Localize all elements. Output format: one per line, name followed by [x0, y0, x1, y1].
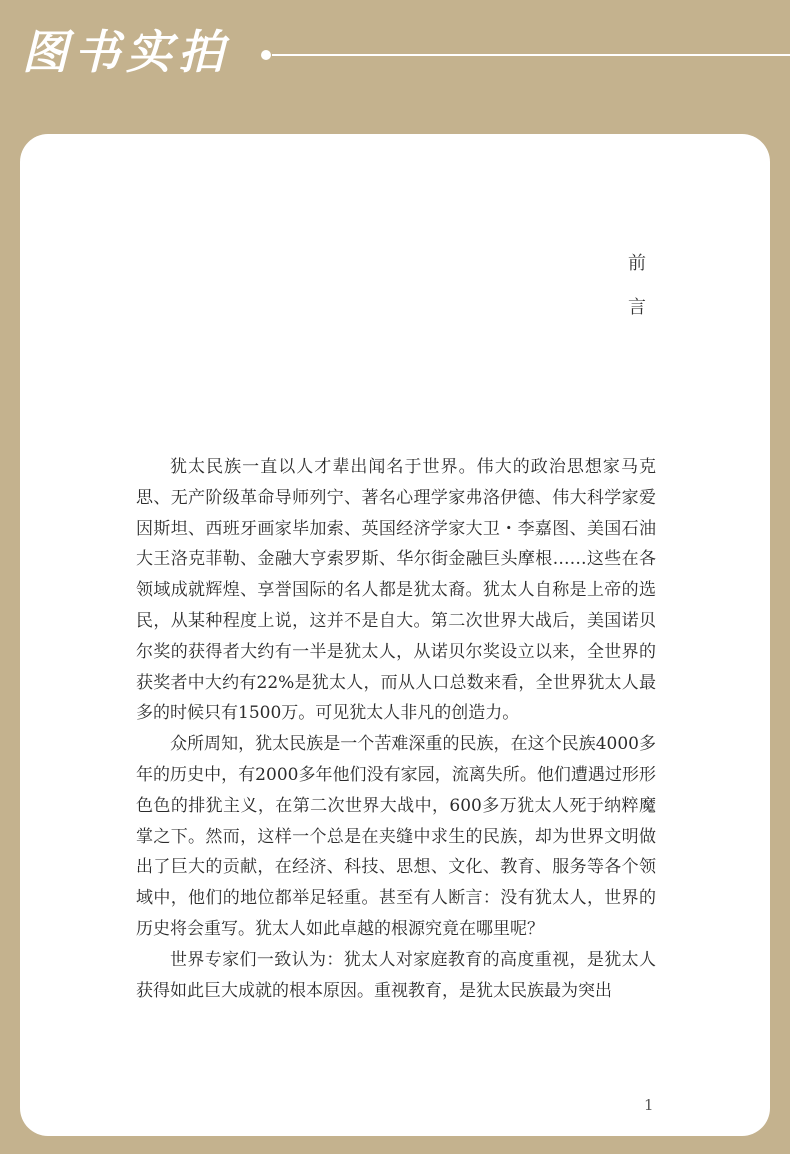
section-heading — [626, 252, 648, 320]
banner-title: 图书实拍 — [22, 25, 230, 79]
book-page — [20, 134, 770, 1136]
paragraph-1: 犹太民族一直以人才辈出闻名于世界。伟大的政治思想家马克思、无产阶级革命导师列宁、著名心理学家弗洛伊德、伟大科学家爱因斯坦、西班牙画家毕加索、英国经济学家大卫・李嘉图、美国石油大王洛克菲勒、金融大亨索罗斯、华尔街金融巨头摩根……这些在各领域成就辉煌、享誉国际的名人都是犹太裔。犹太人自称是上帝的选民，从某种程度上说，这并不是自大。第二次世界大战后，美国诺贝尔奖的获得者大约有一半是犹太人，从诺贝尔奖设立以来，全世界的获奖者中大约有22%是犹太人，而从人口总数来看，全世界犹太人最多的时候只有1500万。可见犹太人非凡的创造力。 — [136, 457, 656, 724]
banner-line — [272, 54, 790, 56]
heading-char-2: 言 — [628, 297, 646, 318]
page-number: 1 — [644, 1096, 654, 1114]
paragraph-3: 世界专家们一致认为：犹太人对家庭教育的高度重视，是犹太人获得如此巨大成就的根本原因。重视教育，是犹太民族最为突出 — [136, 949, 656, 1001]
banner-dot — [261, 50, 271, 60]
heading-char-1: 前 — [628, 253, 646, 274]
body-text — [136, 452, 656, 1006]
paragraph-2: 众所周知，犹太民族是一个苦难深重的民族，在这个民族4000多年的历史中，有2000多年他们没有家园，流离失所。他们遭遇过形形色色的排犹主义，在第二次世界大战中，600多万犹太人死于纳粹魔掌之下。然而，这样一个总是在夹缝中求生的民族，却为世界文明做出了巨大的贡献，在经济、科技、思想、文化、教育、服务等各个领域中，他们的地位都举足轻重。甚至有人断言：没有犹太人，世界的历史将会重写。犹太人如此卓越的根源究竟在哪里呢？ — [136, 734, 656, 939]
